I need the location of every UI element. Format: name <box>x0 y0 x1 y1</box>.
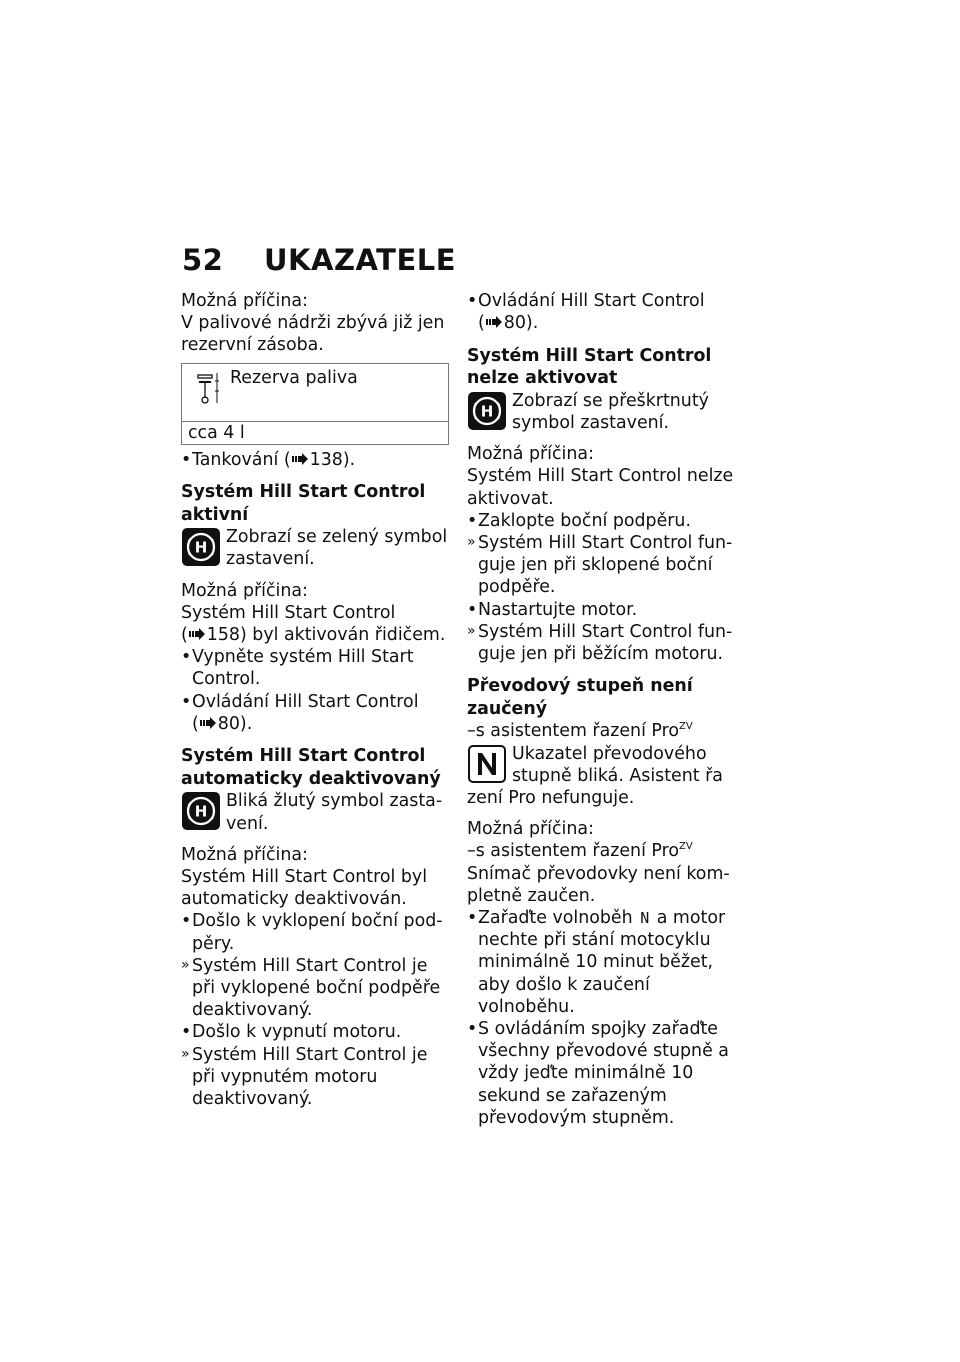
page-reference-arrow-icon[interactable] <box>200 713 216 735</box>
result-engine-off: » Systém Hill Start Control je při vypnutém motoru deaktivovaný. <box>181 1044 449 1111</box>
bullet-refuel-text: Tankování ( <box>192 449 291 470</box>
page-reference-arrow-icon[interactable] <box>292 449 308 471</box>
bullet-hsc-control: • Ovládání Hill Start Control ( 80). <box>181 691 449 736</box>
page-reference[interactable]: 138). <box>309 449 356 470</box>
bullet-stand-up: • Zaklopte boční podpěru. <box>467 510 735 532</box>
cause-text: Snímač převodovky není kompletně zaučen. <box>467 863 730 906</box>
bullet-stand-down: • Došlo k vyklopení boční podpěry. <box>181 910 449 954</box>
left-column <box>181 290 449 1110</box>
page-title: UKAZATELE <box>264 243 457 277</box>
page-header <box>182 243 456 277</box>
page-number: 52 <box>182 243 224 277</box>
neutral-gear-symbol: N <box>640 908 650 927</box>
bullet-refuel <box>181 449 449 471</box>
bullet-engage-neutral <box>467 907 735 1018</box>
bullet-turn-off-hsc: • Vypněte systém Hill Start Control. <box>181 646 449 690</box>
cause-label: Možná příčina: <box>467 819 594 840</box>
svg-text:H: H <box>194 538 208 557</box>
section-title-hsc-active: Systém Hill Start Control aktivní <box>181 481 426 525</box>
bullet-hsc-control-text: Ovládání Hill Start Control <box>192 691 419 712</box>
result-start-engine: » Systém Hill Start Control funguje jen při běžícím motoru. <box>467 621 735 665</box>
cause-text-line: Systém Hill Start Control <box>181 602 396 623</box>
cause-label: Možná příčina: <box>181 580 308 601</box>
bullet-hsc-control-text: Ovládání Hill Start Control <box>478 291 705 311</box>
fuel-reserve-table <box>181 363 449 445</box>
fuel-reserve-value: cca 4 l <box>182 421 449 444</box>
hsc-auto-symbol-row <box>181 790 449 834</box>
bullet-start-engine: • Nastartujte motor. <box>467 599 735 621</box>
gear-assist-text: –s asistentem řazení Pro <box>467 841 680 862</box>
right-column <box>467 290 735 1129</box>
cause-label: Možná příčina: <box>181 844 308 865</box>
hill-hold-icon <box>182 528 220 566</box>
hsc-auto-description: Bliká žlutý symbol zastavení. <box>226 791 443 834</box>
section-title-gear-not-learned: Převodový stupeň není zaučený <box>467 676 693 719</box>
gear-assist-text: –s asistentem řazení Pro <box>467 721 680 742</box>
fuel-reserve-title: Rezerva paliva <box>230 367 358 388</box>
fuel-pump-icon <box>195 371 223 411</box>
bullet-shift-all-gears: • S ovládáním spojky zařaďte všechny převodové stupně a vždy jeďte minimálně 10 sekund se zařazeným převodovým stupněm. <box>467 1018 735 1129</box>
bullet-hsc-control: • Ovládání Hill Start Control ( 80). <box>467 290 735 335</box>
option-superscript: ZV <box>679 841 693 853</box>
page-reference[interactable]: 158) byl aktivován řidičem. <box>206 625 446 646</box>
cause-text: V palivové nádrži zbývá již jen rezervní zásoba. <box>181 313 445 356</box>
page-reference-arrow-icon[interactable] <box>189 624 205 646</box>
cause-label: Možná příčina: <box>181 291 308 311</box>
cause-text-ref-line: ( 158) byl aktivován řidičem. <box>181 625 446 646</box>
gear-assist-label <box>467 720 735 742</box>
bullet-neutral-text: Zařaďte volnoběh <box>478 907 633 928</box>
gear-symbol-row <box>467 743 735 787</box>
page-reference[interactable]: 80). <box>217 713 253 734</box>
gear-n-icon <box>468 745 506 783</box>
svg-text:H: H <box>194 802 208 821</box>
hsc-unavailable-symbol-row <box>467 390 735 434</box>
gear-description-cont: zení Pro nefunguje. <box>467 787 635 808</box>
page-reference[interactable]: 80). <box>503 313 539 334</box>
hsc-unavailable-description: Zobrazí se přeškrtnutý symbol zastavení. <box>512 390 709 433</box>
cause-label: Možná příčina: <box>467 444 594 465</box>
gear-description: Ukazatel převodového stupně bliká. Asistent řa <box>512 743 723 786</box>
option-superscript: ZV <box>679 721 693 733</box>
section-title-hsc-unavailable: Systém Hill Start Control nelze aktivovat <box>467 345 712 389</box>
hsc-active-description: Zobrazí se zelený symbol zastavení. <box>226 527 448 570</box>
page-reference-arrow-icon[interactable] <box>486 312 502 334</box>
bullet-engine-off: • Došlo k vypnutí motoru. <box>181 1021 449 1043</box>
gear-assist-label <box>467 840 735 862</box>
cause-text: Systém Hill Start Control byl automaticky deaktivován. <box>181 866 428 910</box>
hill-hold-crossed-icon <box>468 392 506 430</box>
cause-text: Systém Hill Start Control nelze aktivovat. <box>467 466 734 509</box>
svg-text:H: H <box>480 402 494 421</box>
fuel-reserve-header-cell <box>182 363 449 421</box>
bullet-neutral-text-cont: a motor nechte při stání motocyklu minimálně 10 minut běžet, aby došlo k zaučení volnoběhu. <box>478 907 726 1017</box>
hill-hold-icon <box>182 792 220 830</box>
section-title-hsc-auto-off: Systém Hill Start Control automaticky deaktivovaný <box>181 746 441 789</box>
result-stand-down: » Systém Hill Start Control je při vyklopené boční podpěře deaktivovaný. <box>181 955 449 1022</box>
hsc-active-symbol-row <box>181 526 449 570</box>
result-stand-up: » Systém Hill Start Control funguje jen při sklopené boční podpěře. <box>467 532 735 599</box>
